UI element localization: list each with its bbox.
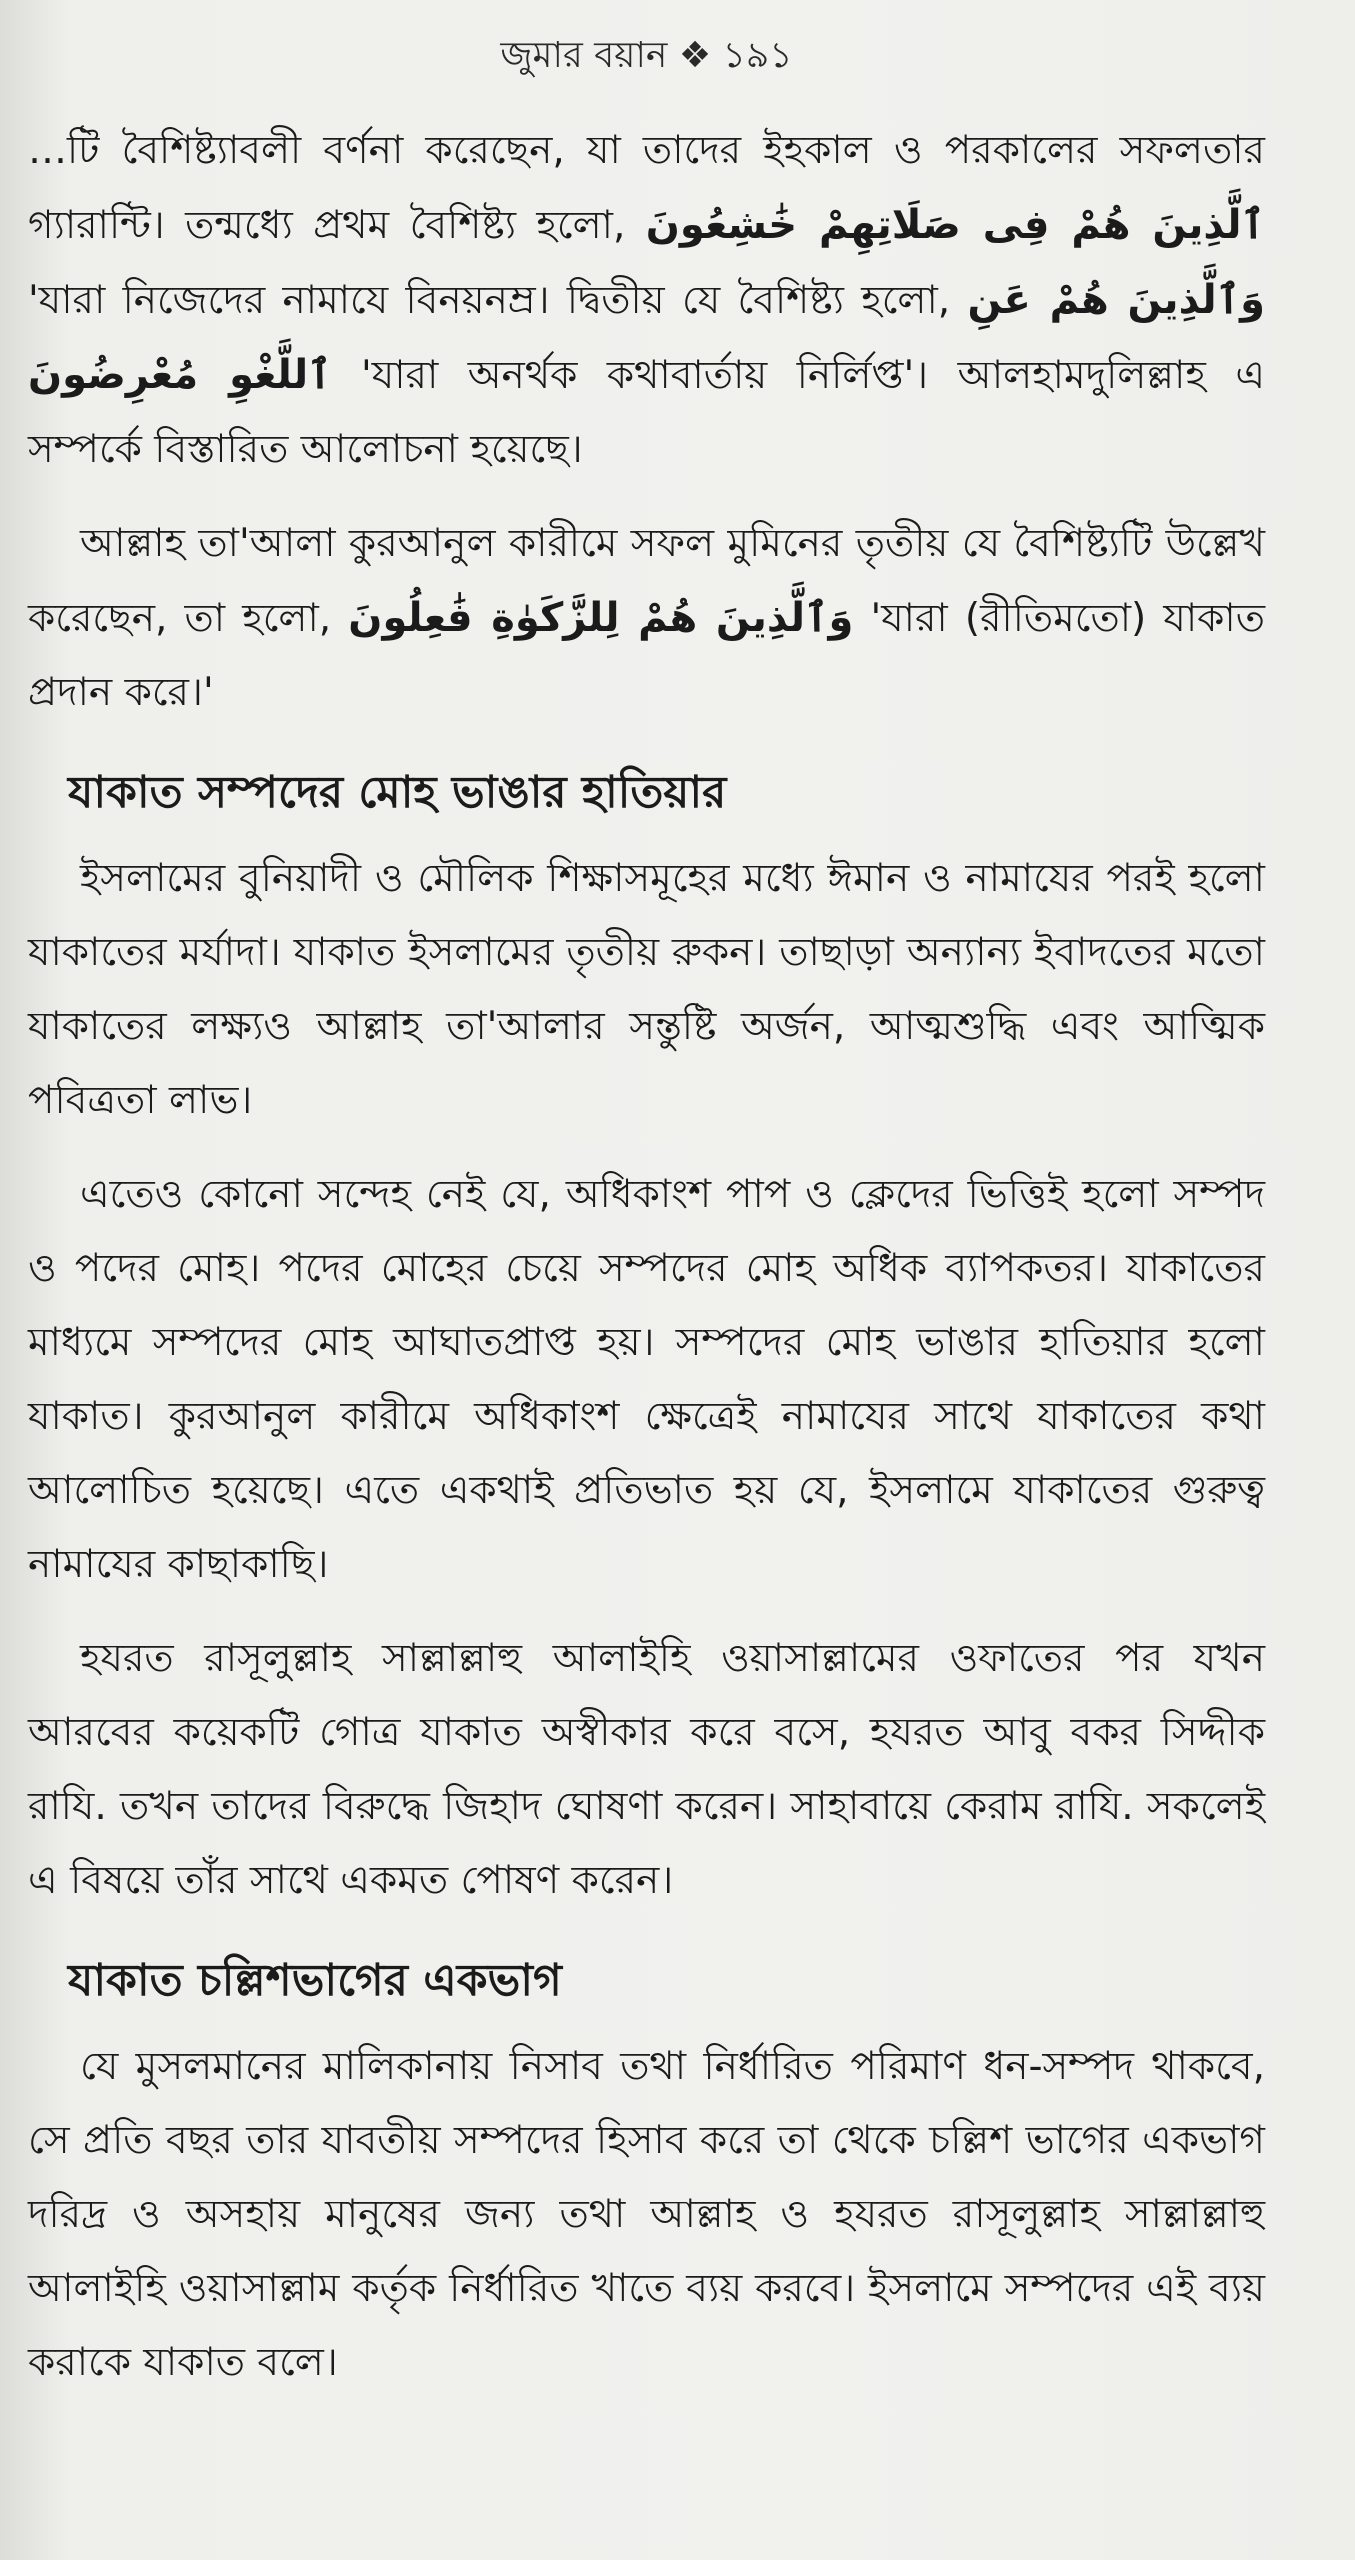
intro-p2-text-1: আল্লাহ তা'আলা কুরআনুল কারীমে সফল মুমিনের তৃতীয় যে বৈশিষ্ট্যটি উল্লেখ করেছেন, তা হলো,	[28, 521, 1265, 641]
intro-paragraph-1	[28, 114, 1265, 487]
intro-p1-text-3: 'যারা অনর্থক কথাবার্তায় নির্লিপ্ত'। আলহামদুলিল্লাহ এ সম্পর্কে বিস্তারিত আলোচনা হয়েছে।	[28, 353, 1265, 472]
section1-paragraph-3: হযরত রাসূলুল্লাহ সাল্লাল্লাহু আলাইহি ওয়াসাল্লামের ওফাতের পর যখন আরবের কয়েকটি গোত্র যাকাত অস্বীকার করে বসে, হযরত আবু বকর সিদ্দীক রাযি. তখন তাদের বিরুদ্ধে জিহাদ ঘোষণা করেন। সাহাবায়ে কেরাম রাযি. সকলেই এ বিষয়ে তাঁর সাথে একমত পোষণ করেন।	[28, 1636, 1265, 1903]
section-heading-2: যাকাত চল্লিশভাগের একভাগ	[68, 1955, 562, 2006]
intro-p2-text-2: 'যারা (রীতিমতো) যাকাত প্রদান করে।'	[28, 596, 1266, 715]
intro-p1-text-1: …টি বৈশিষ্ট্যাবলী বর্ণনা করেছেন, যা তাদের ইহকাল ও পরকালের সফলতার গ্যারান্টি। তন্মধ্যে প্রথম বৈশিষ্ট্য হলো,	[28, 128, 1265, 248]
section1-paragraph-2: এতেও কোনো সন্দেহ নেই যে, অধিকাংশ পাপ ও ক্লেদের ভিত্তিই হলো সম্পদ ও পদের মোহ। পদের মোহের চেয়ে সম্পদের মোহ অধিক ব্যাপকতর। যাকাতের মাধ্যমে সম্পদের মোহ আঘাতপ্রাপ্ত হয়। সম্পদের মোহ ভাঙার হাতিয়ার হলো যাকাত। কুরআনুল কারীমে অধিকাংশ ক্ষেত্রেই নামাযের সাথে যাকাতের কথা আলোচিত হয়েছে। এতে একথাই প্রতিভাত হয় যে, ইসলামে যাকাতের গুরুত্ব নামাযের কাছাকাছি।	[28, 1172, 1265, 1587]
arabic-verse-1: ٱلَّذِينَ هُمْ فِى صَلَاتِهِمْ خَٰشِعُونَ	[645, 202, 1265, 248]
section1-paragraph-1: ইসলামের বুনিয়াদী ও মৌলিক শিক্ষাসমূহের মধ্যে ঈমান ও নামাযের পরই হলো যাকাতের মর্যাদা। যাকাত ইসলামের তৃতীয় রুকন। তাছাড়া অন্যান্য ইবাদতের মতো যাকাতের লক্ষ্যও আল্লাহ তা'আলার সন্তুষ্টি অর্জন, আত্মশুদ্ধি এবং আত্মিক পবিত্রতা লাভ।	[28, 856, 1265, 1123]
intro-paragraph-2	[28, 507, 1265, 730]
arabic-verse-3: وَٱلَّذِينَ هُمْ لِلزَّكَوٰةِ فَٰعِلُونَ	[348, 595, 854, 641]
section-heading-1: যাকাত সম্পদের মোহ ভাঙার হাতিয়ার	[68, 767, 727, 818]
section2-paragraph-1: যে মুসলমানের মালিকানায় নিসাব তথা নির্ধারিত পরিমাণ ধন-সম্পদ থাকবে, সে প্রতি বছর তার যাবতীয় সম্পদের হিসাব করে তা থেকে চল্লিশ ভাগের একভাগ দরিদ্র ও অসহায় মানুষের জন্য তথা আল্লাহ ও হযরত রাসূলুল্লাহ সাল্লাল্লাহু আলাইহি ওয়াসাল্লাম কর্তৃক নির্ধারিত খাতে ব্যয় করবে। ইসলামে সম্পদের এই ব্যয় করাকে যাকাত বলে।	[28, 2044, 1265, 2385]
intro-p1-text-2: 'যারা নিজেদের নামাযে বিনয়নম্র। দ্বিতীয় যে বৈশিষ্ট্য হলো,	[28, 278, 968, 323]
arabic-verse-2: وَٱلَّذِينَ هُمْ عَنِ ٱللَّغْوِ مُعْرِضُونَ	[28, 277, 1265, 398]
page-header: জুমার বয়ান ❖ ১৯১	[500, 35, 793, 76]
